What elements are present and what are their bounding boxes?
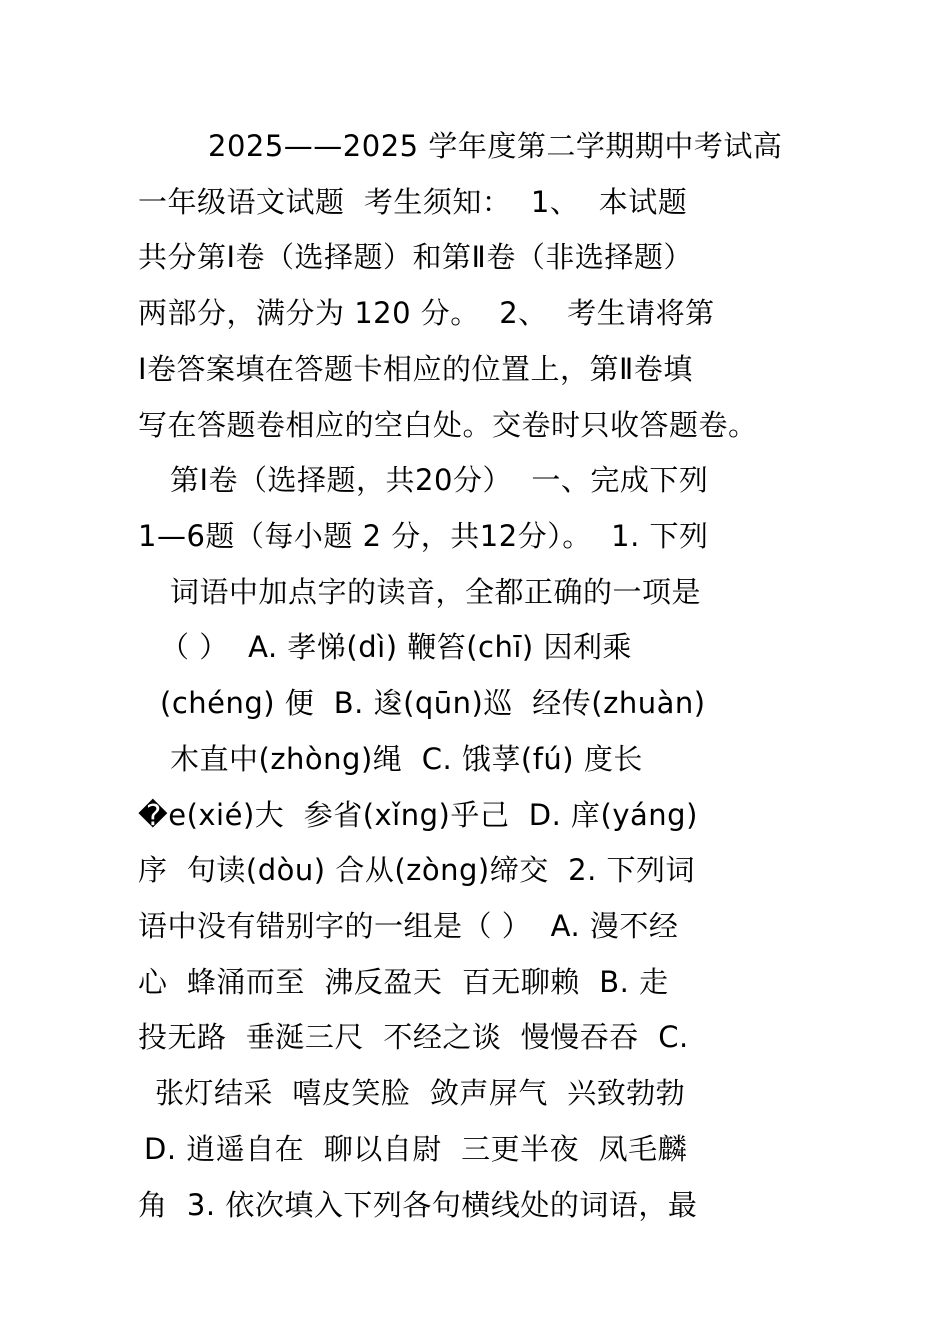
text-line-content: 序 句读(dòu) 合从(zòng)缔交 2. 下列词 [138, 853, 696, 887]
text-line-content: 写在答题卷相应的空白处。交卷时只收答题卷。 [138, 408, 758, 442]
text-line-content: 角 3. 依次填入下列各句横线处的词语，最 [138, 1188, 698, 1222]
text-line-content: 张灯结采 嘻皮笑脸 敛声屏气 兴致勃勃 [155, 1076, 686, 1110]
text-line-content: 木直中(zhòng)绳 C. 饿莩(fú) 度长 [170, 742, 643, 776]
text-line [0, 842, 950, 898]
text-line [0, 898, 950, 954]
text-line-content: �e(xié)大 参省(xǐng)乎己 D. 庠(yáng) [138, 798, 698, 832]
text-line-content: 心 蜂涌而至 沸反盈天 百无聊赖 B. 走 [138, 965, 669, 999]
text-line [0, 564, 950, 620]
text-line-content: （ ） A. 孝悌(dì) 鞭笞(chī) 因利乘 [160, 630, 632, 664]
text-line [0, 508, 950, 564]
text-line-content: 投无路 垂涎三尺 不经之谈 慢慢吞吞 C. [138, 1020, 689, 1054]
text-line-content: 词语中加点字的读音，全都正确的一项是 [170, 575, 702, 609]
text-line [0, 954, 950, 1010]
text-line [0, 174, 950, 230]
text-line-content: (chéng) 便 B. 逡(qūn)巡 经传(zhuàn) [160, 686, 706, 720]
text-line-content: 两部分，满分为 120 分。 2、 考生请将第 [138, 296, 715, 330]
text-line [0, 229, 950, 285]
text-line [0, 619, 950, 675]
text-line-content: 第Ⅰ卷（选择题，共20分） 一、完成下列 [170, 463, 709, 497]
text-line [0, 397, 950, 453]
text-line [0, 452, 950, 508]
text-line-content: Ⅰ卷答案填在答题卡相应的位置上，第Ⅱ卷填 [138, 352, 693, 386]
text-line [0, 1121, 950, 1177]
text-line-content: 1—6题（每小题 2 分，共12分）。 1. 下列 [138, 519, 709, 553]
text-line-content: 语中没有错别字的一组是（ ） A. 漫不经 [138, 909, 679, 943]
text-line [0, 675, 950, 731]
text-line [0, 731, 950, 787]
text-line-content: 2025——2025 学年度第二学期期中考试高 [208, 129, 783, 163]
text-line [0, 118, 950, 174]
text-line-content: 一年级语文试题 考生须知： 1、 本试题 [138, 185, 688, 219]
text-line [0, 1177, 950, 1233]
text-line-content: D. 逍遥自在 聊以自尉 三更半夜 凤毛麟 [144, 1132, 688, 1166]
text-line [0, 1009, 950, 1065]
text-line [0, 341, 950, 397]
text-line [0, 787, 950, 843]
text-line-content: 共分第Ⅰ卷（选择题）和第Ⅱ卷（非选择题） [138, 240, 693, 274]
text-line [0, 1065, 950, 1121]
text-line [0, 285, 950, 341]
